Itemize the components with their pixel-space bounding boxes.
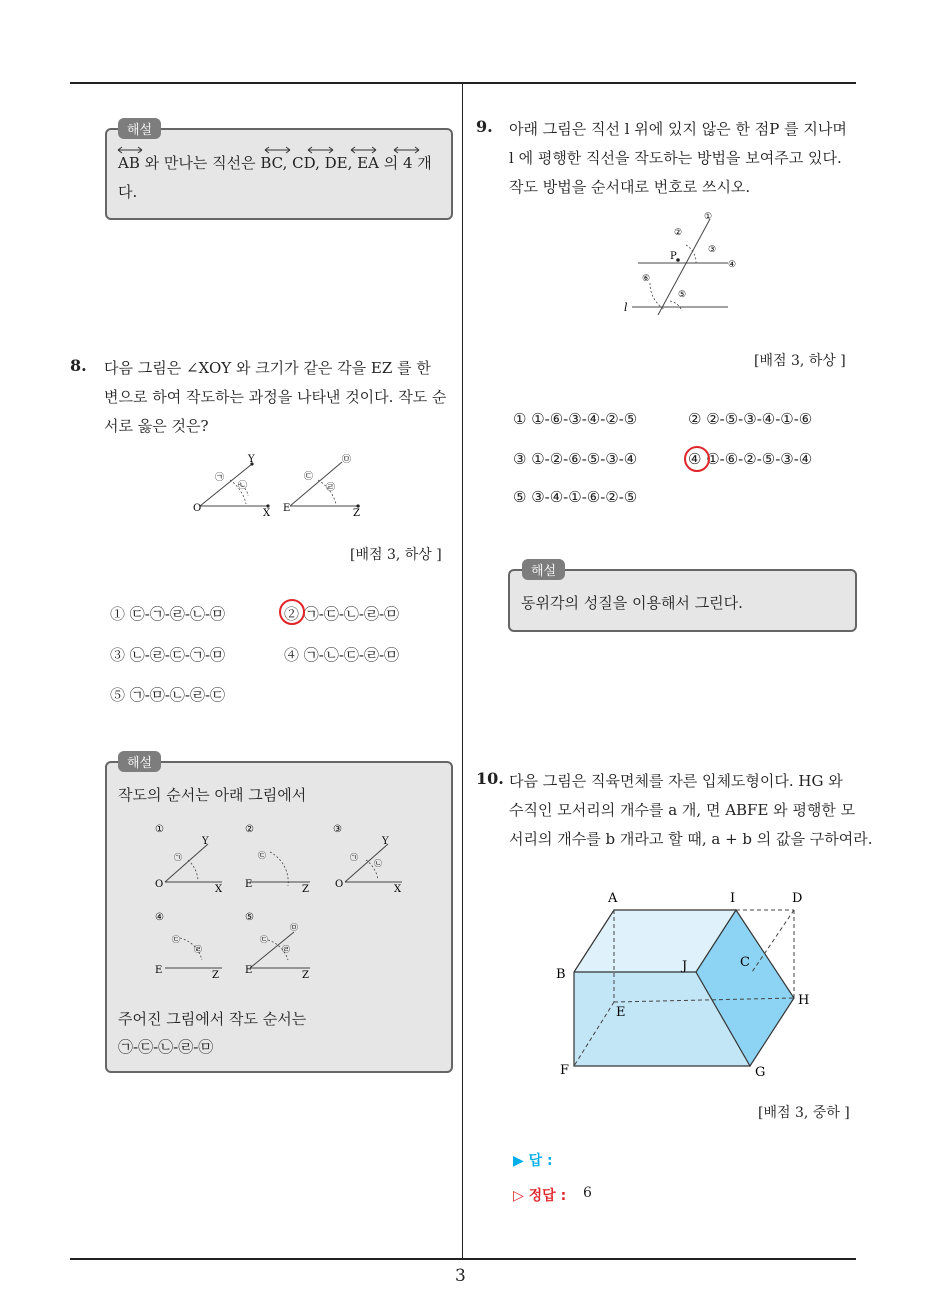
question-8-line3: 서로 옳은 것은? — [104, 417, 209, 435]
solution-8-line2: 주어진 그림에서 작도 순서는 — [118, 1010, 307, 1028]
fig8-label-X: X — [263, 508, 271, 519]
fig9-label-n3: ③ — [708, 245, 717, 255]
correct-answer-value: 6 — [583, 1185, 592, 1201]
question-9-line3: 작도 방법을 순서대로 번호로 쓰시오. — [509, 178, 751, 196]
q9-option-4[interactable]: ④ ①-⑥-②-⑤-③-④ — [688, 450, 813, 468]
correct-answer-label: ▷ 정답 : — [513, 1188, 567, 1204]
solution-7-line1: AB 와 만나는 직선은 BC, CD, DE, EA 의 4 개 — [118, 154, 432, 172]
fig8-label-Z: Z — [353, 508, 360, 519]
svg-text:O: O — [155, 879, 164, 890]
fig8-label-O: O — [193, 503, 202, 514]
step-4-label: ④ — [155, 912, 164, 923]
fig10-label-I: I — [730, 891, 736, 906]
fig8-label-a: ㉠ — [215, 473, 225, 483]
step-3-label: ③ — [333, 824, 342, 835]
q8-option-4[interactable]: ④ ㉠-㉡-㉢-㉣-㉤ — [284, 646, 400, 664]
fig9-label-l: l — [624, 301, 628, 314]
question-8-line1: 다음 그림은 ∠XOY 와 크기가 같은 각을 EZ 를 한 — [104, 359, 431, 377]
fig10-label-G: G — [755, 1065, 766, 1080]
fig9-label-n5: ⑤ — [678, 290, 687, 300]
q8-option-1[interactable]: ① ㉢-㉠-㉣-㉡-㉤ — [110, 605, 226, 623]
fig9-label-n2: ② — [674, 228, 683, 238]
fig8-label-c: ㉢ — [304, 472, 314, 482]
answer-label[interactable]: ▶ 답 : — [513, 1153, 553, 1169]
question-8-score: [배점 3, 하상 ] — [350, 547, 442, 563]
fig10-label-F: F — [560, 1063, 570, 1078]
solution-7-line2: 다. — [118, 183, 138, 201]
question-9-number: 9. — [476, 117, 493, 136]
svg-text:㉣: ㉣ — [194, 945, 202, 954]
svg-text:E: E — [245, 965, 253, 976]
svg-text:Z: Z — [212, 970, 219, 981]
svg-text:㉡: ㉡ — [374, 859, 382, 868]
question-10-line3: 서리의 개수를 b 개라고 할 때, a + b 의 값을 구하여라. — [509, 830, 873, 848]
question-8-number: 8. — [70, 356, 87, 375]
svg-text:㉢: ㉢ — [258, 851, 266, 860]
svg-text:X: X — [394, 884, 402, 895]
fig10-label-B: B — [556, 967, 566, 982]
svg-text:㉣: ㉣ — [282, 945, 290, 954]
fig8-label-E: E — [283, 503, 291, 514]
svg-text:X: X — [215, 884, 223, 895]
solution-8-line3: ㉠-㉢-㉡-㉣-㉤ — [118, 1038, 214, 1056]
question-10-line2: 수직인 모서리의 개수를 a 개, 면 ABFE 와 평행한 모 — [509, 801, 856, 819]
fig10-label-J: J — [682, 959, 688, 974]
top-rule — [70, 82, 856, 84]
svg-text:㉢: ㉢ — [172, 935, 180, 944]
svg-text:㉠: ㉠ — [174, 853, 182, 862]
svg-text:㉢: ㉢ — [260, 935, 268, 944]
svg-text:O: O — [335, 879, 344, 890]
fig8-label-d: ㉣ — [326, 483, 336, 493]
solution-tag: 해설 — [118, 118, 161, 139]
question-10-line1: 다음 그림은 직육면체를 자른 입체도형이다. HG 와 — [509, 772, 843, 790]
solution-tag: 해설 — [118, 751, 161, 772]
q8-option-3[interactable]: ③ ㉡-㉣-㉢-㉠-㉤ — [110, 646, 226, 664]
fig10-label-C: C — [740, 955, 750, 970]
q8-option-2[interactable]: ② ㉠-㉢-㉡-㉣-㉤ — [284, 605, 400, 623]
step-1-label: ① — [155, 824, 164, 835]
fig10-label-H: H — [798, 993, 810, 1008]
step-5-label: ⑤ — [245, 912, 254, 923]
fig10-label-D: D — [792, 891, 803, 906]
question-9-line1: 아래 그림은 직선 l 위에 있지 않은 한 점P 를 지나며 — [509, 120, 847, 138]
solution-8-figure — [150, 820, 430, 985]
fig9-label-n1: ① — [704, 212, 713, 222]
page-number: 3 — [455, 1266, 466, 1286]
svg-text:Y: Y — [202, 836, 209, 847]
q9-option-5[interactable]: ⑤ ③-④-①-⑥-②-⑤ — [513, 488, 638, 506]
selected-answer-circle — [279, 599, 305, 625]
svg-text:Z: Z — [302, 970, 309, 981]
question-9-score: [배점 3, 하상 ] — [754, 353, 846, 369]
fig9-label-n6: ⑥ — [642, 274, 651, 284]
question-10-solid-figure — [550, 880, 830, 1080]
selected-answer-circle — [684, 446, 710, 472]
fig10-label-A: A — [608, 891, 618, 906]
question-10-score: [배점 3, 중하 ] — [758, 1105, 850, 1121]
question-8-line2: 변으로 하여 작도하는 과정을 나타낸 것이다. 작도 순 — [104, 388, 447, 406]
svg-text:Z: Z — [302, 884, 309, 895]
column-divider — [462, 84, 463, 1258]
svg-text:㉠: ㉠ — [350, 853, 358, 862]
fig9-label-n4: ④ — [728, 260, 737, 270]
question-9-line2: l 에 평행한 직선을 작도하는 방법을 보여주고 있다. — [509, 149, 842, 167]
q9-option-1[interactable]: ① ①-⑥-③-④-②-⑤ — [513, 410, 638, 428]
question-10-number: 10. — [476, 769, 504, 788]
fig10-label-E: E — [616, 1005, 626, 1020]
svg-text:E: E — [155, 965, 163, 976]
solution-8-line1: 작도의 순서는 아래 그림에서 — [118, 786, 307, 804]
fig9-label-P: P — [670, 251, 677, 262]
q9-option-2[interactable]: ② ②-⑤-③-④-①-⑥ — [688, 410, 813, 428]
svg-text:E: E — [245, 879, 253, 890]
fig8-label-e: ㉤ — [342, 455, 352, 465]
solution-tag: 해설 — [522, 559, 565, 580]
step-2-label: ② — [245, 824, 254, 835]
solution-9-line1: 동위각의 성질을 이용해서 그린다. — [521, 594, 743, 612]
line-arrows-overlay — [110, 140, 450, 154]
fig8-label-b: ㉡ — [238, 481, 248, 491]
svg-text:㉤: ㉤ — [290, 923, 298, 932]
q8-option-5[interactable]: ⑤ ㉠-㉤-㉡-㉣-㉢ — [110, 686, 226, 704]
svg-text:Y: Y — [382, 836, 389, 847]
question-9-figure — [620, 205, 750, 325]
fig8-label-Y: Y — [248, 454, 255, 465]
bottom-rule — [70, 1258, 856, 1260]
question-8-figure — [190, 450, 390, 520]
q9-option-3[interactable]: ③ ①-②-⑥-⑤-③-④ — [513, 450, 638, 468]
